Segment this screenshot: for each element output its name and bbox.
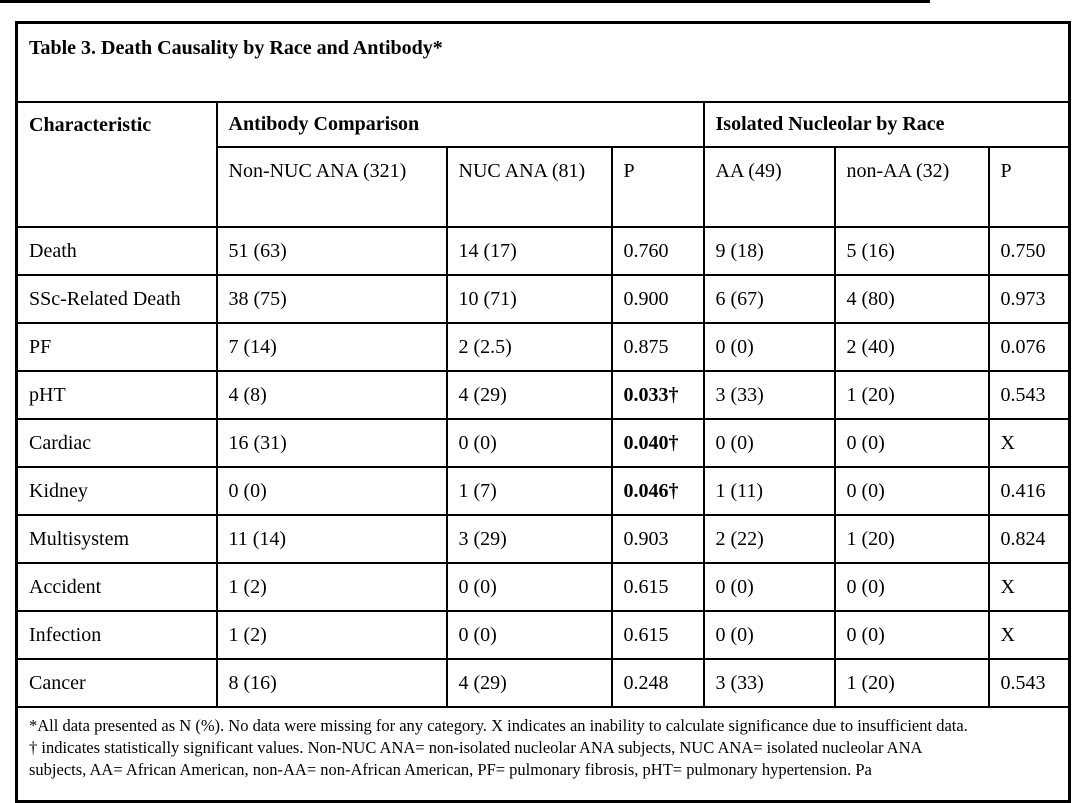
table-title: Table 3. Death Causality by Race and Antibody* <box>17 23 1070 103</box>
header-characteristic: Characteristic <box>17 102 217 227</box>
cell: 0 (0) <box>835 467 989 515</box>
cell: 7 (14) <box>217 323 447 371</box>
cell: 0 (0) <box>217 467 447 515</box>
cell: 51 (63) <box>217 227 447 275</box>
top-border-strip <box>0 0 930 3</box>
cell: 10 (71) <box>447 275 612 323</box>
row-label: Infection <box>17 611 217 659</box>
cell: 0 (0) <box>447 419 612 467</box>
subheader-nuc-ana: NUC ANA (81) <box>447 147 612 227</box>
cell: 6 (67) <box>704 275 835 323</box>
cell: 8 (16) <box>217 659 447 707</box>
row-label: pHT <box>17 371 217 419</box>
footnote-row <box>17 707 1070 802</box>
table-footnote <box>17 707 1070 802</box>
cell: 0.875 <box>612 323 704 371</box>
cell: 4 (29) <box>447 659 612 707</box>
cell: 3 (33) <box>704 371 835 419</box>
row-label: Cardiac <box>17 419 217 467</box>
cell: X <box>989 563 1070 611</box>
cell: 0.615 <box>612 611 704 659</box>
cell: 38 (75) <box>217 275 447 323</box>
cell: 1 (20) <box>835 659 989 707</box>
table-row-pf <box>17 323 1070 371</box>
header-antibody-comparison: Antibody Comparison <box>217 102 704 147</box>
cell: 1 (7) <box>447 467 612 515</box>
cell: 11 (14) <box>217 515 447 563</box>
cell: 0.248 <box>612 659 704 707</box>
cell-significant-p: 0.033† <box>612 371 704 419</box>
table-row-death <box>17 227 1070 275</box>
cell: 2 (40) <box>835 323 989 371</box>
cell: 0 (0) <box>835 611 989 659</box>
row-label: Kidney <box>17 467 217 515</box>
cell: 4 (80) <box>835 275 989 323</box>
cell: 3 (29) <box>447 515 612 563</box>
header-isolated-nucleolar-by-race: Isolated Nucleolar by Race <box>704 102 1070 147</box>
cell: 0.416 <box>989 467 1070 515</box>
cell: 0.543 <box>989 371 1070 419</box>
table-row-ssc-related-death <box>17 275 1070 323</box>
cell: 0.824 <box>989 515 1070 563</box>
cell: 4 (8) <box>217 371 447 419</box>
table-row-infection <box>17 611 1070 659</box>
row-label: Death <box>17 227 217 275</box>
cell: 4 (29) <box>447 371 612 419</box>
cell: 16 (31) <box>217 419 447 467</box>
cell: 1 (11) <box>704 467 835 515</box>
cell: 0 (0) <box>704 563 835 611</box>
table-row-cardiac <box>17 419 1070 467</box>
cell: 0.903 <box>612 515 704 563</box>
cell: 0.900 <box>612 275 704 323</box>
cell: 3 (33) <box>704 659 835 707</box>
cell: 0.615 <box>612 563 704 611</box>
subheader-p-antibody: P <box>612 147 704 227</box>
footnote-line: *All data presented as N (%). No data were missing for any category. X indicates an inability to calculate significance due to insufficient data. <box>29 716 968 735</box>
cell: 9 (18) <box>704 227 835 275</box>
cell: 1 (2) <box>217 563 447 611</box>
cell: 0 (0) <box>704 419 835 467</box>
table-row-multisystem <box>17 515 1070 563</box>
table-row-pht <box>17 371 1070 419</box>
cell: 0.750 <box>989 227 1070 275</box>
death-causality-table <box>15 21 1071 803</box>
cell: 5 (16) <box>835 227 989 275</box>
cell: 0 (0) <box>704 611 835 659</box>
footnote-line: † indicates statistically significant values. Non-NUC ANA= non-isolated nucleolar ANA subjects, NUC ANA= isolated nucleolar ANA <box>29 737 923 757</box>
cell: 0.076 <box>989 323 1070 371</box>
cell: 2 (2.5) <box>447 323 612 371</box>
row-label: Accident <box>17 563 217 611</box>
title-row <box>17 23 1070 103</box>
cell: X <box>989 419 1070 467</box>
table-row-kidney <box>17 467 1070 515</box>
cell: 0.760 <box>612 227 704 275</box>
subheader-p-race: P <box>989 147 1070 227</box>
cell: 2 (22) <box>704 515 835 563</box>
cell-significant-p: 0.046† <box>612 467 704 515</box>
cell: 1 (20) <box>835 515 989 563</box>
group-header-row <box>17 102 1070 147</box>
cell: 14 (17) <box>447 227 612 275</box>
cell: 1 (20) <box>835 371 989 419</box>
cell: 0 (0) <box>447 611 612 659</box>
row-label: Cancer <box>17 659 217 707</box>
cell: 1 (2) <box>217 611 447 659</box>
cell: X <box>989 611 1070 659</box>
table-row-accident <box>17 563 1070 611</box>
subheader-non-nuc-ana: Non-NUC ANA (321) <box>217 147 447 227</box>
row-label: Multisystem <box>17 515 217 563</box>
row-label: SSc-Related Death <box>17 275 217 323</box>
cell: 0 (0) <box>835 563 989 611</box>
cell: 0.543 <box>989 659 1070 707</box>
row-label: PF <box>17 323 217 371</box>
footnote-line: subjects, AA= African American, non-AA= non-African American, PF= pulmonary fibrosis, pHT= pulmonary hypertension. Pa <box>29 759 872 779</box>
cell-significant-p: 0.040† <box>612 419 704 467</box>
subheader-aa: AA (49) <box>704 147 835 227</box>
table-row-cancer <box>17 659 1070 707</box>
cell: 0 (0) <box>835 419 989 467</box>
cell: 0 (0) <box>447 563 612 611</box>
cell: 0.973 <box>989 275 1070 323</box>
cell: 0 (0) <box>704 323 835 371</box>
subheader-non-aa: non-AA (32) <box>835 147 989 227</box>
